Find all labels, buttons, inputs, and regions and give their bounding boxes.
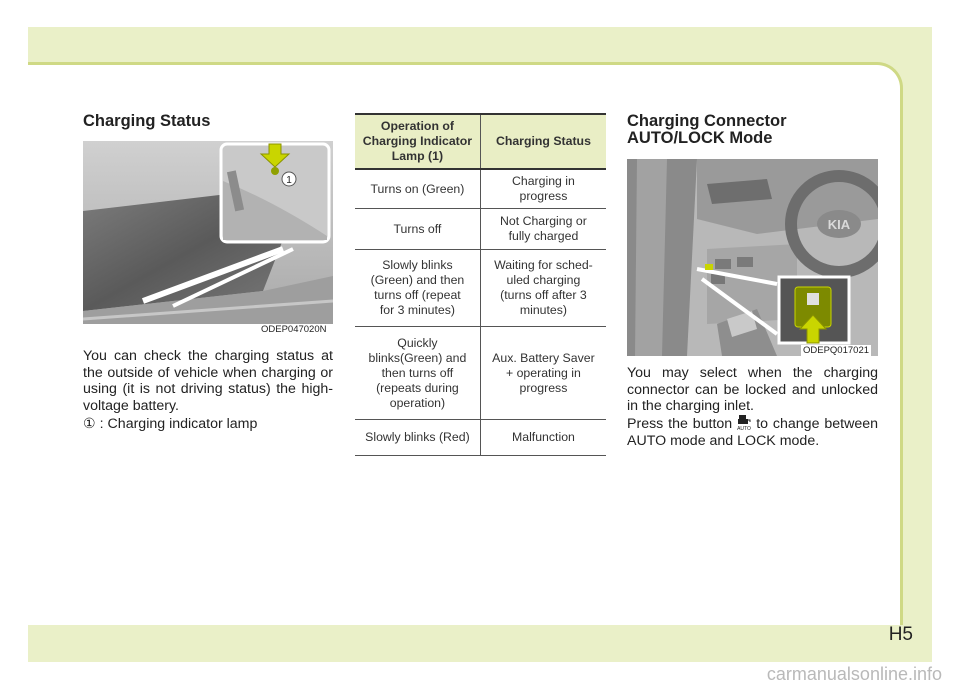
lamp-callout-number: 1 — [286, 175, 292, 186]
site-watermark: carmanualsonline.info — [766, 664, 942, 684]
row-status — [480, 327, 606, 420]
charging-status-photo — [83, 141, 333, 324]
row-operation — [355, 327, 480, 420]
table-row — [355, 250, 606, 327]
cell-line: turns off (repeat — [374, 288, 461, 302]
charging-indicator-legend — [83, 416, 333, 433]
row-operation — [355, 420, 480, 456]
cell-line: Turns on (Green) — [370, 181, 465, 196]
connector-mode-heading — [627, 113, 787, 147]
charging-status-table — [355, 113, 606, 456]
cell-line: operation) — [389, 395, 446, 410]
row-operation — [355, 250, 480, 327]
row-operation — [355, 209, 480, 250]
cell-line: Quickly — [397, 335, 438, 350]
instruction-text-start: Press the button — [627, 416, 733, 432]
connector-mode-photo — [627, 159, 878, 356]
charging-status-description: You can check the charging status at the outside of vehicle when charging or using (it is not driving status) the high-voltage battery. — [83, 348, 333, 414]
cell-line: uled charging — [506, 273, 581, 287]
header-status: Charging Status — [480, 114, 606, 169]
left-image-code: ODEP047020N — [261, 324, 327, 335]
header-operation-line: Charging Indicator — [362, 134, 473, 148]
charging-status-heading: Charging Status — [83, 112, 211, 130]
row-operation — [355, 169, 480, 209]
cell-line: progress — [519, 380, 568, 395]
charge-lock-button-icon — [737, 414, 751, 431]
legend-text: : Charging indicator lamp — [95, 416, 258, 432]
connector-mode-instruction — [627, 414, 878, 449]
cell-line: (repeats during — [376, 380, 459, 395]
row-status — [480, 420, 606, 456]
table-row — [355, 209, 606, 250]
cell-line: for 3 minutes) — [379, 303, 456, 317]
row-status — [480, 250, 606, 327]
table-row — [355, 327, 606, 420]
heading-line: AUTO/LOCK Mode — [627, 129, 773, 147]
header-operation-line: Lamp (1) — [391, 149, 444, 163]
connector-mode-description: You may select when the charging connector can be locked and unlocked in the charging inlet. — [627, 365, 878, 414]
header-operation — [355, 114, 480, 169]
table-header-row — [355, 114, 606, 169]
heading-line: Charging Connector — [627, 112, 787, 130]
cell-line: Charging in — [511, 174, 575, 188]
page-number: H5 — [888, 624, 913, 645]
button-icon-label: AUTO — [737, 426, 752, 431]
cell-line: Malfunction — [511, 430, 575, 444]
instruction-text-end: to change between AUTO mode and LOCK mode. — [627, 416, 878, 449]
header-operation-line: Operation of — [380, 119, 454, 133]
cell-line: (turns off after 3 — [500, 288, 587, 302]
table-row — [355, 420, 606, 456]
cell-line: (Green) and then — [370, 273, 465, 287]
cell-line: Not Charging or — [500, 214, 587, 228]
legend-number: ① — [83, 416, 96, 432]
row-status — [480, 209, 606, 250]
row-status — [480, 169, 606, 209]
cell-line: + operating in — [505, 365, 581, 380]
cell-line: Waiting for sched- — [494, 258, 593, 272]
table-row — [355, 169, 606, 209]
cell-line: minutes) — [519, 303, 567, 317]
dashboard-illustration — [627, 159, 878, 356]
cell-line: progress — [519, 189, 568, 203]
cell-line: fully charged — [508, 229, 579, 243]
cell-line: Aux. Battery Saver — [492, 350, 595, 365]
cell-line: blinks(Green) and — [368, 350, 467, 365]
cell-line: Slowly blinks (Red) — [365, 430, 470, 444]
cell-line: then turns off — [381, 365, 454, 380]
cell-line: Slowly blinks — [382, 258, 453, 272]
right-image-code: ODEPQ017021 — [803, 345, 870, 356]
kia-logo-text: KIA — [827, 217, 851, 232]
car-windshield-illustration — [83, 141, 333, 324]
cell-line: Turns off — [393, 221, 442, 236]
